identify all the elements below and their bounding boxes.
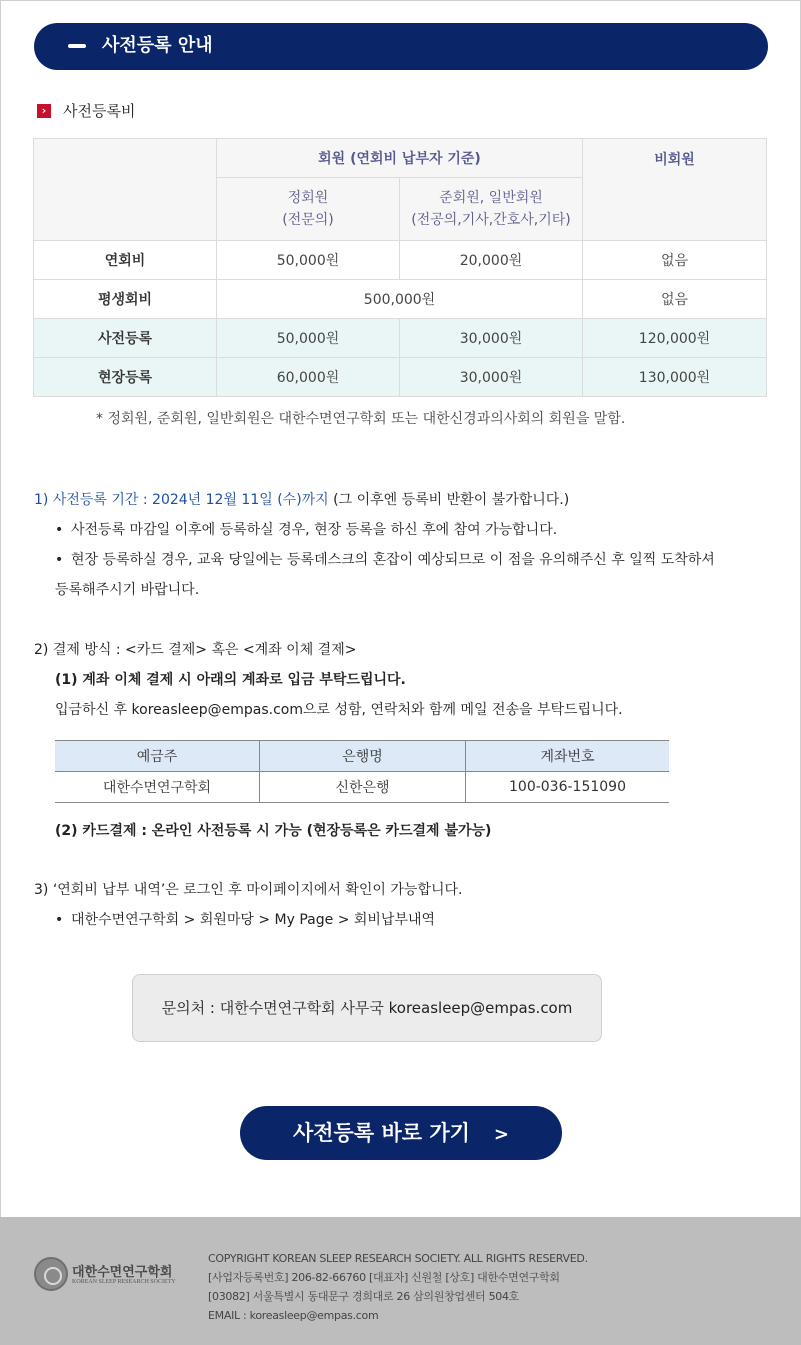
fee-header-regular <box>217 178 400 241</box>
row-label: 평생회비 <box>34 280 217 319</box>
payment-sub1: (1) 계좌 이체 결제 시 아래의 계좌로 입금 부탁드립니다. <box>55 672 406 688</box>
payment-sub1-desc: 입금하신 후 koreasleep@empas.com으로 성함, 연락처와 함께 메일 전송을 부탁드립니다. <box>55 702 623 718</box>
fee-header-associate-line1: 준회원, 일반회원 <box>439 190 543 206</box>
payment-sub2: (2) 카드결제 : 온라인 사전등록 시 가능 (현장등록은 카드결제 불가능) <box>55 823 492 839</box>
bullet-icon: • <box>55 552 64 568</box>
history-heading: 3) ‘연회비 납부 내역’은 로그인 후 마이페이지에서 확인이 가능합니다. <box>34 882 463 898</box>
period-heading <box>34 490 569 510</box>
fee-header-associate <box>400 178 583 241</box>
fee-cell: 120,000원 <box>583 319 767 358</box>
footer-line: [사업자등록번호] 206-82-66760 [대표자] 신원철 [상호] 대한수면연구학회 <box>208 1271 560 1284</box>
table-row <box>34 358 767 397</box>
logo-name: 대한수면연구학회 <box>72 1265 173 1280</box>
fee-cell: 50,000원 <box>217 319 400 358</box>
fee-header-regular-line2: (전문의) <box>282 212 334 228</box>
fee-cell: 없음 <box>583 241 767 280</box>
society-logo <box>34 1257 184 1297</box>
list-item-text: 현장 등록하실 경우, 교육 당일에는 등록데스크의 혼잡이 예상되므로 이 점을 유의해주신 후 일찍 도착하셔 <box>71 552 715 568</box>
fee-table <box>33 138 767 397</box>
fee-cell: 500,000원 <box>217 280 583 319</box>
bullet-icon: • <box>55 912 64 928</box>
bank-cell: 대한수면연구학회 <box>55 772 260 803</box>
period-heading-note: (그 이후엔 등록비 반환이 불가합니다.) <box>328 492 570 508</box>
fee-table-corner <box>34 139 217 241</box>
fee-cell: 20,000원 <box>400 241 583 280</box>
fee-cell: 130,000원 <box>583 358 767 397</box>
period-heading-date: 1) 사전등록 기간 : 2024년 12월 11일 (수)까지 <box>34 492 329 508</box>
table-row <box>34 319 767 358</box>
dash-icon <box>68 44 86 48</box>
preregister-button[interactable] <box>240 1106 562 1160</box>
fee-header-member: 회원 (연회비 납부자 기준) <box>217 139 583 178</box>
bank-table <box>55 740 669 803</box>
chevron-right-icon: > <box>493 1124 509 1145</box>
seal-icon <box>34 1257 68 1291</box>
table-header-row <box>55 741 669 772</box>
contact-box: 문의처 : 대한수면연구학회 사무국 koreasleep@empas.com <box>132 974 602 1042</box>
row-label: 사전등록 <box>34 319 217 358</box>
fee-cell: 30,000원 <box>400 358 583 397</box>
list-item-continuation: 등록해주시기 바랍니다. <box>55 582 200 598</box>
bank-header: 계좌번호 <box>466 741 670 772</box>
payment-heading: 2) 결제 방식 : <카드 결제> 혹은 <계좌 이체 결제> <box>34 642 357 658</box>
footer <box>0 1217 801 1345</box>
table-row <box>34 280 767 319</box>
table-row <box>55 772 669 803</box>
bullet-icon: • <box>55 522 64 538</box>
bank-header: 은행명 <box>260 741 466 772</box>
fee-subheading-label: 사전등록비 <box>63 102 136 120</box>
footer-line: EMAIL : koreasleep@empas.com <box>208 1309 379 1322</box>
fee-header-associate-line2: (전공의,기사,간호사,기타) <box>411 212 571 228</box>
bank-cell: 100-036-151090 <box>466 772 670 803</box>
bank-cell: 신한은행 <box>260 772 466 803</box>
preregister-button-label: 사전등록 바로 가기 <box>292 1121 470 1145</box>
fee-cell: 50,000원 <box>217 241 400 280</box>
row-label: 연회비 <box>34 241 217 280</box>
fee-header-regular-line1: 정회원 <box>287 190 329 206</box>
chevron-right-icon: › <box>37 104 51 118</box>
table-row <box>34 241 767 280</box>
fee-cell: 60,000원 <box>217 358 400 397</box>
list-item-text: 대한수면연구학회 > 회원마당 > My Page > 회비납부내역 <box>71 912 436 928</box>
fee-cell: 30,000원 <box>400 319 583 358</box>
footer-line: [03082] 서울특별시 동대문구 경희대로 26 삼의원창업센터 504호 <box>208 1290 519 1303</box>
logo-eng: KOREAN SLEEP RESEARCH SOCIETY <box>72 1279 176 1285</box>
section-banner <box>34 23 768 70</box>
row-label: 현장등록 <box>34 358 217 397</box>
fee-note: * 정회원, 준회원, 일반회원은 대한수면연구학회 또는 대한신경과의사회의 회원을 말함. <box>96 411 626 427</box>
footer-info <box>208 1249 588 1325</box>
bank-header: 예금주 <box>55 741 260 772</box>
fee-header-nonmember: 비회원 <box>583 139 767 241</box>
list-item-text: 사전등록 마감일 이후에 등록하실 경우, 현장 등록을 하신 후에 참여 가능합니다. <box>71 522 558 538</box>
fee-cell: 없음 <box>583 280 767 319</box>
footer-line: COPYRIGHT KOREAN SLEEP RESEARCH SOCIETY. ALL RIGHTS RESERVED. <box>208 1252 588 1265</box>
banner-title: 사전등록 안내 <box>102 35 213 56</box>
